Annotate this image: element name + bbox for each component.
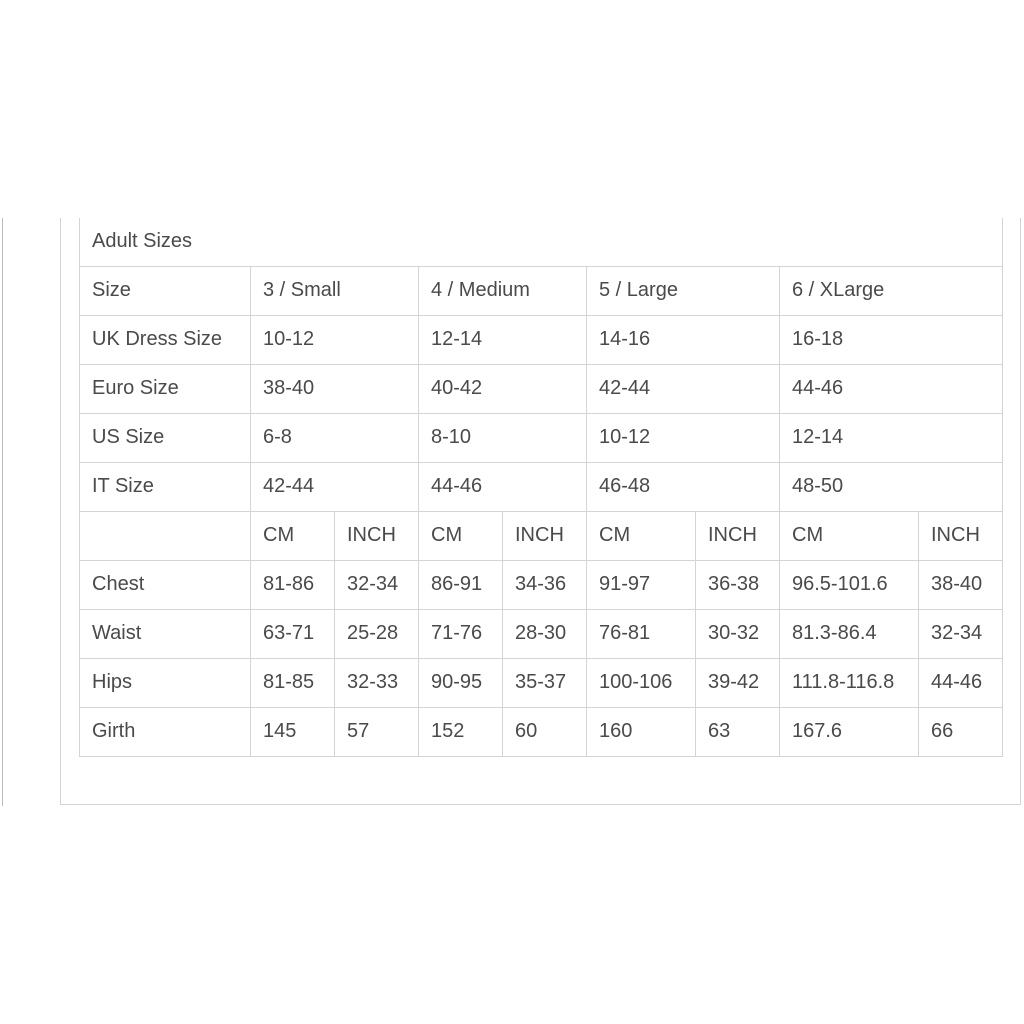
cell: 111.8-116.8 bbox=[780, 658, 919, 707]
cell: 12-14 bbox=[780, 413, 1003, 462]
cell: 10-12 bbox=[251, 315, 419, 364]
cell: 81-86 bbox=[251, 560, 335, 609]
cell: 42-44 bbox=[587, 364, 780, 413]
cell: 86-91 bbox=[419, 560, 503, 609]
cell: 32-34 bbox=[335, 560, 419, 609]
cell: 63-71 bbox=[251, 609, 335, 658]
table-row bbox=[80, 609, 1003, 658]
cell: 16-18 bbox=[780, 315, 1003, 364]
unit-header-cell: INCH bbox=[335, 511, 419, 560]
row-label: Girth bbox=[80, 707, 251, 756]
cell: 14-16 bbox=[587, 315, 780, 364]
cell: 167.6 bbox=[780, 707, 919, 756]
table-row bbox=[80, 266, 1003, 315]
unit-header-row bbox=[80, 511, 1003, 560]
cell: 38-40 bbox=[251, 364, 419, 413]
cell: 66 bbox=[919, 707, 1003, 756]
cell: 76-81 bbox=[587, 609, 696, 658]
cell: 6 / XLarge bbox=[780, 266, 1003, 315]
cell: 48-50 bbox=[780, 462, 1003, 511]
table-row bbox=[80, 315, 1003, 364]
cell: 30-32 bbox=[696, 609, 780, 658]
cell: 6-8 bbox=[251, 413, 419, 462]
cell: 152 bbox=[419, 707, 503, 756]
cell: 145 bbox=[251, 707, 335, 756]
cell: 90-95 bbox=[419, 658, 503, 707]
row-label: UK Dress Size bbox=[80, 315, 251, 364]
cell: 38-40 bbox=[919, 560, 1003, 609]
cell: 100-106 bbox=[587, 658, 696, 707]
cell: 28-30 bbox=[503, 609, 587, 658]
row-label: Hips bbox=[80, 658, 251, 707]
cell: 35-37 bbox=[503, 658, 587, 707]
cell: 42-44 bbox=[251, 462, 419, 511]
unit-header-cell: INCH bbox=[503, 511, 587, 560]
cell: 57 bbox=[335, 707, 419, 756]
cell: 32-34 bbox=[919, 609, 1003, 658]
cell: 63 bbox=[696, 707, 780, 756]
cell: 32-33 bbox=[335, 658, 419, 707]
unit-header-cell: INCH bbox=[919, 511, 1003, 560]
row-label: IT Size bbox=[80, 462, 251, 511]
caption-row bbox=[80, 218, 1003, 266]
cell: 81.3-86.4 bbox=[780, 609, 919, 658]
cell: 44-46 bbox=[919, 658, 1003, 707]
cell: 44-46 bbox=[419, 462, 587, 511]
size-chart-table bbox=[79, 218, 1003, 757]
unit-header-cell: INCH bbox=[696, 511, 780, 560]
cell: 96.5-101.6 bbox=[780, 560, 919, 609]
unit-header-cell: CM bbox=[419, 511, 503, 560]
row-label bbox=[80, 511, 251, 560]
cell: 46-48 bbox=[587, 462, 780, 511]
cell: 4 / Medium bbox=[419, 266, 587, 315]
row-label: Euro Size bbox=[80, 364, 251, 413]
cell: 10-12 bbox=[587, 413, 780, 462]
cell: 3 / Small bbox=[251, 266, 419, 315]
table-row bbox=[80, 707, 1003, 756]
row-label: Size bbox=[80, 266, 251, 315]
cell: 60 bbox=[503, 707, 587, 756]
cell: 12-14 bbox=[419, 315, 587, 364]
cell: 71-76 bbox=[419, 609, 503, 658]
cell: 25-28 bbox=[335, 609, 419, 658]
cell: 8-10 bbox=[419, 413, 587, 462]
cell: 81-85 bbox=[251, 658, 335, 707]
table-row bbox=[80, 364, 1003, 413]
table-row bbox=[80, 658, 1003, 707]
cell: 34-36 bbox=[503, 560, 587, 609]
cell: 91-97 bbox=[587, 560, 696, 609]
cell: 40-42 bbox=[419, 364, 587, 413]
unit-header-cell: CM bbox=[780, 511, 919, 560]
table-row bbox=[80, 462, 1003, 511]
row-label: Chest bbox=[80, 560, 251, 609]
unit-header-cell: CM bbox=[251, 511, 335, 560]
table-row bbox=[80, 560, 1003, 609]
table-caption: Adult Sizes bbox=[80, 218, 1003, 266]
row-label: Waist bbox=[80, 609, 251, 658]
row-label: US Size bbox=[80, 413, 251, 462]
unit-header-cell: CM bbox=[587, 511, 696, 560]
cell: 160 bbox=[587, 707, 696, 756]
cell: 36-38 bbox=[696, 560, 780, 609]
left-divider bbox=[2, 218, 3, 806]
cell: 44-46 bbox=[780, 364, 1003, 413]
cell: 39-42 bbox=[696, 658, 780, 707]
cell: 5 / Large bbox=[587, 266, 780, 315]
table-row bbox=[80, 413, 1003, 462]
